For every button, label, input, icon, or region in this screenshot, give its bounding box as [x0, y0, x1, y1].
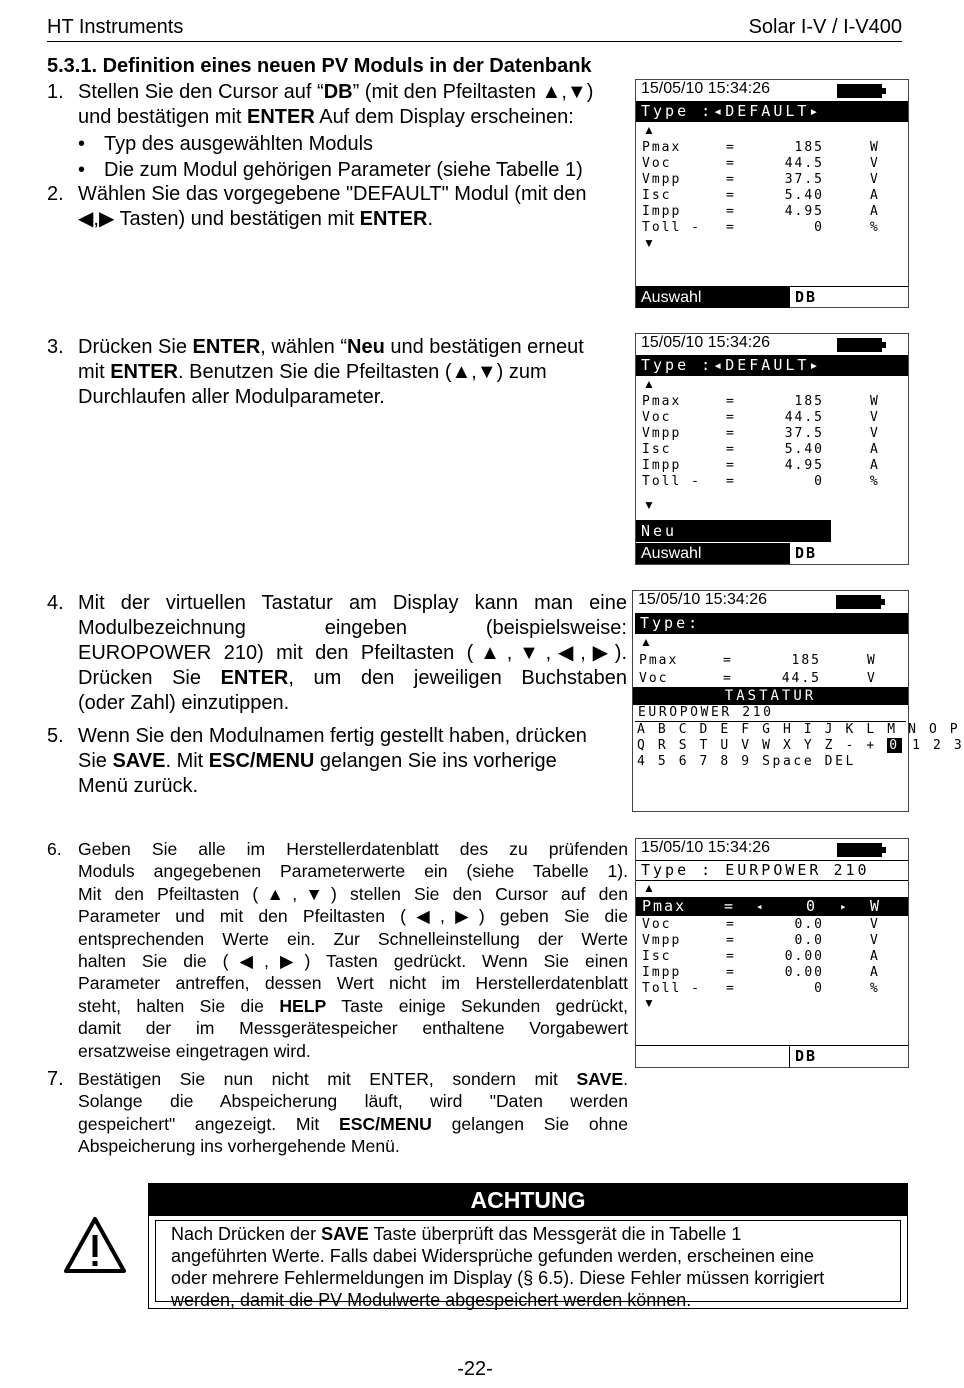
scroll-up-icon: ▲ [640, 635, 652, 649]
param-value: 0 [814, 220, 824, 235]
param-unit: A [870, 949, 880, 964]
section-title: 5.3.1. Definition eines neuen PV Moduls in der Datenbank [47, 55, 592, 77]
battery-icon [837, 843, 882, 857]
text-line: Mit den Pfeiltasten (▲,▼) stellen Sie den Cursor auf den [78, 883, 628, 904]
param-name: Pmax [642, 140, 682, 155]
param-unit: V [870, 156, 880, 171]
param-name: Voc [642, 156, 672, 171]
text-line: Durchlaufen aller Modulparameter. [78, 386, 385, 408]
text-line: Menü zurück. [78, 775, 199, 797]
battery-icon [837, 84, 882, 98]
param-eq: = [723, 653, 733, 668]
warning-text [171, 1223, 824, 1311]
param-unit: A [870, 458, 880, 473]
screen-datetime: 15/05/10 15:34:26 [641, 334, 771, 351]
param-value: 0.00 [784, 949, 824, 964]
param-name: Voc [639, 671, 669, 686]
param-unit: A [870, 965, 880, 980]
param-name: Impp [642, 458, 682, 473]
header-rule [47, 41, 902, 42]
step-text [78, 724, 627, 799]
param-eq: = [726, 933, 736, 948]
footer-left-label: Auswahl [636, 287, 789, 308]
text-line: und bestätigen mit ENTER Auf dem Display erscheinen: [78, 106, 574, 128]
param-value: 44.5 [784, 156, 824, 171]
text-line: Solange die Abspeicherung läuft, wird "Daten werden [78, 1091, 628, 1112]
param-unit: W [870, 394, 880, 409]
param-name: Pmax [642, 394, 682, 409]
param-value: 4.95 [784, 204, 824, 219]
param-value: 0.0 [794, 917, 824, 932]
warning-title: ACHTUNG [149, 1184, 907, 1216]
param-unit: W [870, 897, 882, 915]
text-line: mit ENTER. Benutzen Sie die Pfeiltasten (▲,▼) zum [78, 361, 547, 383]
param-name: Pmax [639, 653, 679, 668]
param-unit: % [870, 474, 880, 489]
text-line: oder mehrere Fehlermeldungen im Display (§ 6.5). Diese Fehler müssen korrigiert [171, 1268, 825, 1288]
battery-icon [836, 595, 881, 609]
text-line: Parameter antreffen, dessen Wert nicht im Herstellerdatenblatt [78, 973, 628, 994]
text-line: Drücken Sie ENTER, um den jeweiligen Buchstaben [78, 667, 627, 689]
header-right: Solar I-V / I-V400 [748, 16, 902, 38]
scroll-up-icon: ▲ [643, 123, 655, 137]
param-value: 0 [814, 474, 824, 489]
keyboard-title: TASTATUR [633, 687, 908, 705]
keyboard-row-2: Q R S T U V W X Y Z - + 0 1 2 3 [637, 738, 964, 753]
warning-box [148, 1183, 908, 1309]
text-line: ersatzweise eingetragen wird. [78, 1040, 311, 1061]
param-value: 37.5 [784, 172, 824, 187]
param-name: Vmpp [642, 172, 682, 187]
text-line: ◀,▶ Tasten) und bestätigen mit ENTER. [78, 208, 434, 230]
param-value: 4.95 [784, 458, 824, 473]
param-eq: = [726, 949, 736, 964]
text-line: Stellen Sie den Cursor auf “DB” (mit den Pfeiltasten ▲,▼) [78, 81, 594, 103]
param-eq: = [726, 394, 736, 409]
param-eq: = [726, 917, 736, 932]
param-name: Isc [642, 949, 672, 964]
text-line: Geben Sie alle im Herstellerdatenblatt des zu prüfenden [78, 839, 628, 859]
param-name: Toll - [642, 981, 701, 996]
param-eq: = [726, 981, 736, 996]
param-unit: V [870, 917, 880, 932]
keyboard-row-1: A B C D E F G H I J K L M N O P [637, 722, 961, 737]
param-value: 0 [806, 897, 818, 915]
type-bar: Type :◂DEFAULT▸ [636, 355, 908, 376]
param-eq: = [726, 965, 736, 980]
decrease-arrow-icon: ◂ [756, 900, 765, 913]
device-screen-4 [635, 838, 909, 1068]
param-name: Toll - [642, 474, 701, 489]
param-value: 0 [814, 981, 824, 996]
step-number: 4. [47, 592, 64, 614]
step-number: 2. [47, 183, 64, 205]
text-line: Nach Drücken der SAVE Taste überprüft das Messgerät die in Tabelle 1 [171, 1224, 742, 1244]
param-unit: V [867, 671, 877, 686]
param-unit: V [870, 426, 880, 441]
text-line: steht, halten Sie die HELP Taste einige Sekunden gedrückt, [78, 995, 628, 1016]
param-unit: V [870, 410, 880, 425]
scroll-down-icon: ▼ [643, 236, 655, 250]
param-value: 185 [794, 140, 824, 155]
step-text [78, 335, 627, 410]
text-line: angeführten Werte. Falls dabei Widersprüche gefunden werden, erscheinen eine [171, 1246, 815, 1266]
param-value: 37.5 [784, 426, 824, 441]
param-unit: % [870, 220, 880, 235]
param-eq: = [724, 897, 736, 915]
param-eq: = [726, 442, 736, 457]
device-screen-3 [632, 590, 964, 812]
bullet-text: Die zum Modul gehörigen Parameter (siehe Tabelle 1) [104, 159, 583, 181]
text-line: Bestätigen Sie nun nicht mit ENTER, sondern mit SAVE. [78, 1069, 628, 1089]
param-value: 185 [791, 653, 821, 668]
param-eq: = [726, 188, 736, 203]
text-line: Mit der virtuellen Tastatur am Display kann man eine [78, 592, 627, 614]
param-value: 185 [794, 394, 824, 409]
step-number: 1. [47, 81, 64, 103]
text-line: damit der im Messgerätespeicher enthaltene Vorgabewert [78, 1018, 628, 1039]
param-name: Toll - [642, 220, 701, 235]
text-line: Modulbezeichnung eingeben (beispielsweise: [78, 617, 627, 639]
footer-left-label: Auswahl [636, 543, 789, 564]
param-eq: = [726, 156, 736, 171]
warning-body [155, 1220, 901, 1310]
type-bar: Type: [635, 613, 908, 634]
step-text [78, 80, 627, 130]
text-line: Wählen Sie das vorgegebene "DEFAULT" Modul (mit den [78, 183, 587, 205]
text-line: (oder Zahl) einzutippen. [78, 692, 290, 714]
text-line: Moduls angegebenen Parameterwerte ein (siehe Tabelle 1). [78, 861, 628, 882]
param-unit: A [870, 188, 880, 203]
increase-arrow-icon: ▸ [840, 900, 849, 913]
device-screen-1 [635, 79, 909, 308]
screen-footer [636, 543, 908, 564]
param-eq: = [726, 410, 736, 425]
step-text [78, 838, 628, 1062]
bullet-text: Typ des ausgewählten Moduls [104, 133, 374, 155]
param-unit: A [870, 442, 880, 457]
param-eq: = [726, 220, 736, 235]
text-line: Abspeicherung ins vorhergehende Menü. [78, 1136, 400, 1157]
type-bar: Type :◂DEFAULT▸ [636, 101, 908, 122]
param-eq: = [723, 671, 733, 686]
param-name: Pmax [642, 897, 687, 915]
battery-icon [837, 338, 882, 352]
text-line: Sie SAVE. Mit ESC/MENU gelangen Sie ins vorherige [78, 750, 557, 772]
param-name: Vmpp [642, 426, 682, 441]
text-line: halten Sie die (◀,▶) Tasten gedrückt. Wenn Sie einen [78, 951, 628, 972]
param-name: Voc [642, 917, 672, 932]
page-number: -22- [457, 1358, 493, 1380]
screen-datetime: 15/05/10 15:34:26 [641, 839, 771, 856]
screen-datetime: 15/05/10 15:34:26 [638, 591, 768, 608]
scroll-up-icon: ▲ [643, 377, 655, 391]
text-line: entsprechenden Werte ein. Zur Schnelleinstellung der Werte [78, 928, 628, 949]
screen-datetime: 15/05/10 15:34:26 [641, 80, 771, 97]
param-name: Isc [642, 442, 672, 457]
param-eq: = [726, 458, 736, 473]
scroll-down-icon: ▼ [643, 498, 655, 512]
step-number: 6. [47, 839, 62, 859]
param-eq: = [726, 140, 736, 155]
text-line: werden, damit die PV Modulwerte abgespeichert werden können. [171, 1290, 692, 1310]
param-eq: = [726, 172, 736, 187]
selected-key: 0 [889, 738, 900, 753]
param-value: 44.5 [784, 410, 824, 425]
text-line: Wenn Sie den Modulnamen fertig gestellt haben, drücken [78, 725, 587, 747]
screen-footer [636, 286, 908, 308]
param-eq: = [726, 204, 736, 219]
param-unit: % [870, 981, 880, 996]
step-number: 5. [47, 725, 64, 747]
footer-db-label: DB [789, 1046, 907, 1067]
step-text [78, 591, 627, 716]
param-value: 0.0 [794, 933, 824, 948]
param-name: Voc [642, 410, 672, 425]
selected-param-row [636, 897, 908, 916]
step-number: 7. [47, 1068, 64, 1090]
footer-db-label: DB [789, 287, 907, 308]
param-name: Impp [642, 204, 682, 219]
param-name: Impp [642, 965, 682, 980]
menu-item-neu: Neu [636, 520, 831, 542]
param-eq: = [726, 474, 736, 489]
step-text [78, 182, 627, 232]
scroll-down-icon: ▼ [643, 996, 655, 1010]
type-line: Type : EURPOWER 210 [636, 860, 908, 881]
param-value: 44.5 [781, 671, 821, 686]
text-line: Parameter und mit den Pfeiltasten (◀,▶) geben Sie die [78, 906, 628, 927]
param-value: 0.00 [784, 965, 824, 980]
device-screen-2 [635, 333, 909, 565]
param-name: Vmpp [642, 933, 682, 948]
param-unit: V [870, 933, 880, 948]
param-name: Isc [642, 188, 672, 203]
header-left: HT Instruments [47, 16, 184, 38]
text-line: Drücken Sie ENTER, wählen “Neu und bestätigen erneut [78, 336, 584, 358]
text-line: EUROPOWER 210) mit den Pfeiltasten (▲,▼,◀,▶). [78, 642, 627, 664]
param-value: 5.40 [784, 442, 824, 457]
step-number: 3. [47, 336, 64, 358]
footer-db-label: DB [789, 543, 907, 564]
screen-footer [636, 1045, 908, 1067]
param-unit: W [870, 140, 880, 155]
param-unit: W [867, 653, 877, 668]
param-eq: = [726, 426, 736, 441]
param-value: 5.40 [784, 188, 824, 203]
keyboard-row-3: 4 5 6 7 8 9 Space DEL [637, 754, 856, 769]
warning-triangle-icon [62, 1215, 128, 1275]
text-line: gespeichert" angezeigt. Mit ESC/MENU gelangen Sie ohne [78, 1113, 628, 1134]
scroll-up-icon: ▲ [643, 881, 655, 895]
step-text [78, 1068, 628, 1158]
keyboard-input: EUROPOWER 210 [635, 705, 906, 722]
param-unit: A [870, 204, 880, 219]
param-unit: V [870, 172, 880, 187]
